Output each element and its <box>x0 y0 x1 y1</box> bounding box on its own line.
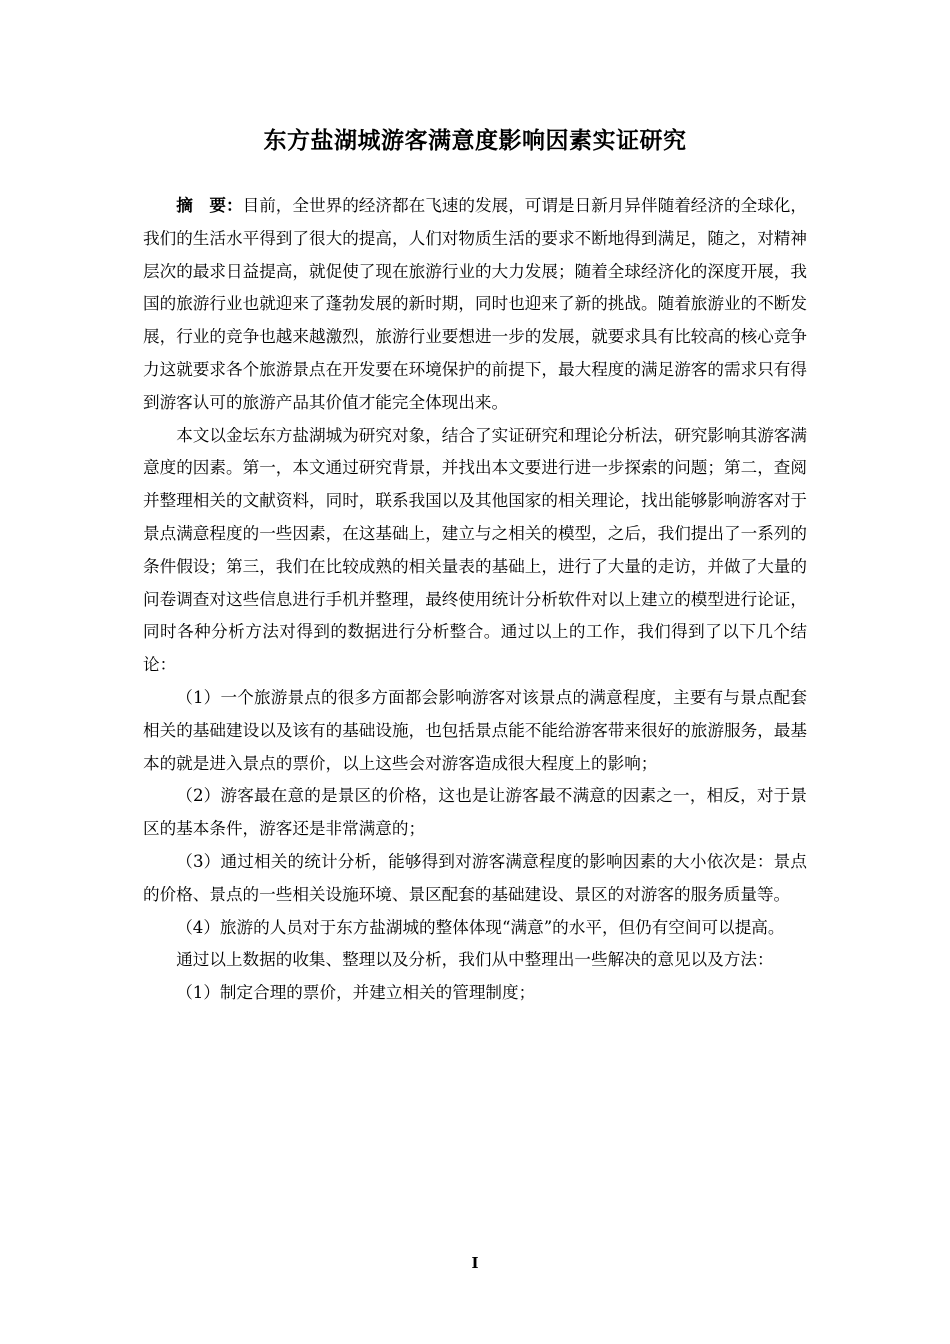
paragraph: 本文以金坛东方盐湖城为研究对象，结合了实证研究和理论分析法，研究影响其游客满意度的因素。第一，本文通过研究背景，并找出本文要进行进一步探索的问题；第二，查阅并整理相关的文献资料，同时，联系我国以及其他国家的相关理论，找出能够影响游客对于景点满意程度的一些因素，在这基础上，建立与之相关的模型，之后，我们提出了一系列的条件假设；第三，我们在比较成熟的相关量表的基础上，进行了大量的走访，并做了大量的问卷调查对这些信息进行手机并整理，最终使用统计分析软件对以上建立的模型进行论证，同时各种分析方法对得到的数据进行分析整合。通过以上的工作，我们得到了以下几个结论： <box>143 425 807 675</box>
conclusion-item: （2）游客最在意的是景区的价格，这也是让游客最不满意的因素之一，相反，对于景区的基本条件，游客还是非常满意的； <box>143 786 807 839</box>
conclusion-item: （1）一个旅游景点的很多方面都会影响游客对该景点的满意程度，主要有与景点配套相关的基础建设以及该有的基础设施，也包括景点能不能给游客带来很好的旅游服务，最基本的就是进入景点的票价，以上这些会对游客造成很大程度上的影响； <box>143 687 807 773</box>
conclusion-item: （4）旅游的人员对于东方盐湖城的整体体现“满意”的水平，但仍有空间可以提高。 <box>176 917 785 937</box>
document-body <box>143 190 807 1010</box>
paragraph-text: 目前，全世界的经济都在飞速的发展，可谓是日新月异伴随着经济的全球化，我们的生活水平得到了很大的提高，人们对物质生活的要求不断地得到满足，随之，对精神层次的最求日益提高，就促使了现在旅游行业的大力发展；随着全球经济化的深度开展，我国的旅游行业也就迎来了蓬勃发展的新时期，同时也迎来了新的挑战。随着旅游业的不断发展，行业的竞争也越来越激烈，旅游行业要想进一步的发展，就要求具有比较高的核心竞争力这就要求各个旅游景点在开发要在环境保护的前提下，最大程度的满足游客的需求只有得到游客认可的旅游产品其价值才能完全体现出来。 <box>143 196 808 412</box>
suggestion-item: （1）制定合理的票价，并建立相关的管理制度； <box>176 983 536 1003</box>
page-number: I <box>471 1254 479 1272</box>
abstract-paragraph <box>143 190 807 420</box>
conclusion-item: （3）通过相关的统计分析，能够得到对游客满意程度的影响因素的大小依次是：景点的价格、景点的一些相关设施环境、景区配套的基础建设、景区的对游客的服务质量等。 <box>143 851 807 904</box>
abstract-label: 摘 要： <box>176 196 243 215</box>
paragraph: 通过以上数据的收集、整理以及分析，我们从中整理出一些解决的意见以及方法： <box>176 950 774 970</box>
document-title: 东方盐湖城游客满意度影响因素实证研究 <box>263 128 687 154</box>
